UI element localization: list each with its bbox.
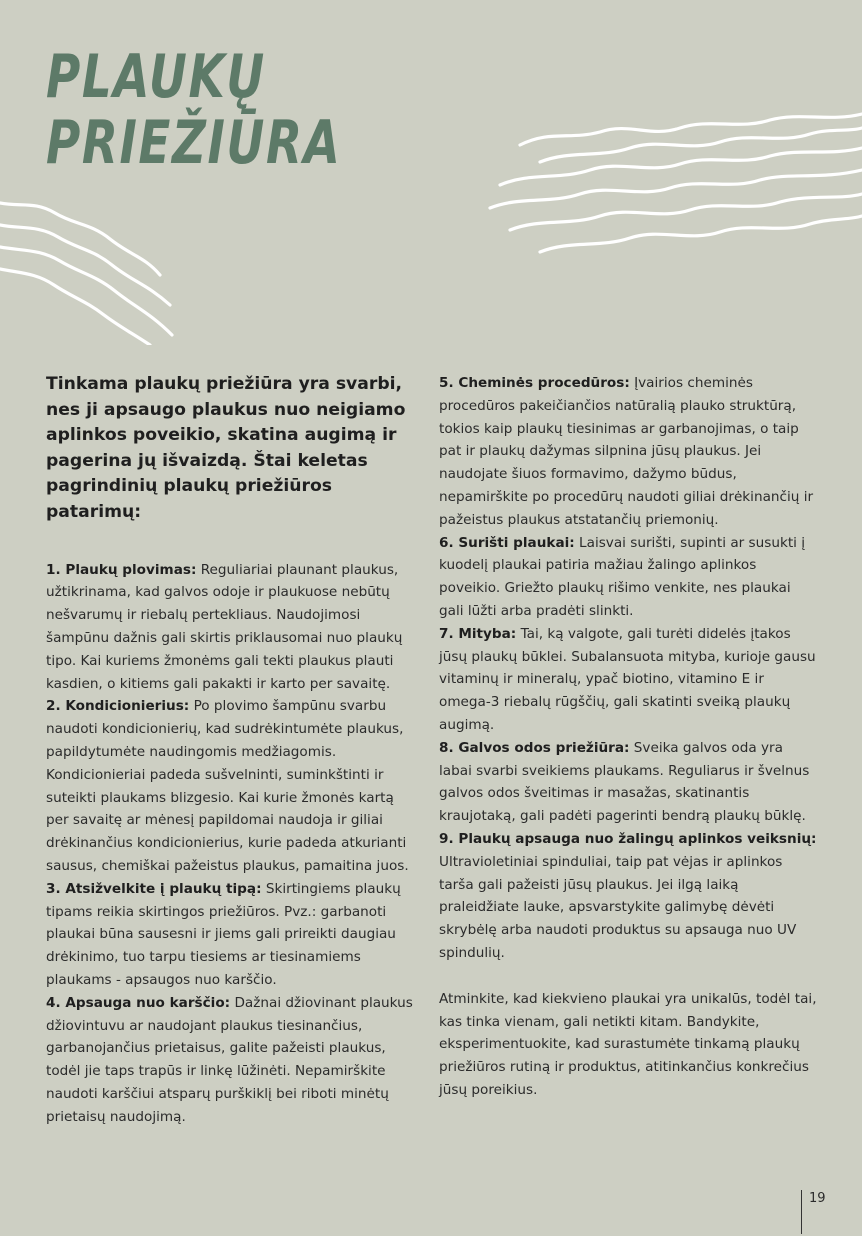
tip-2 <box>46 695 418 877</box>
tip-text: Laisvai surišti, supinti ar susukti į kuodelį plaukai patiria mažiau žalingo aplinkos poveikio. Griežto plaukų rišimo venkite, nes plaukai gali lūžti arba pradėti slinkti. <box>439 534 806 619</box>
tip-8 <box>439 737 819 828</box>
decorative-waves-right <box>480 100 862 270</box>
tip-9 <box>439 828 819 965</box>
tip-heading: 1. Plaukų plovimas: <box>46 561 197 578</box>
closing-text: Atminkite, kad kiekvieno plaukai yra unikalūs, todėl tai, kas tinka vienam, gali netikti kitam. Bandykite, eksperimentuokite, kad surastumėte tinkamą plaukų priežiūros rutiną ir produktus, atitinkančius konkrečius jūsų poreikius. <box>439 990 817 1098</box>
tip-heading: 5. Cheminės procedūros: <box>439 375 630 391</box>
tip-3 <box>46 878 418 992</box>
tip-heading: 8. Galvos odos priežiūra: <box>439 739 630 756</box>
tip-heading: 9. Plaukų apsauga nuo žalingų aplinkos veiksnių: <box>439 830 817 847</box>
tip-text: Tai, ką valgote, gali turėti didelės įtakos jūsų plaukų būklei. Subalansuota mityba, kurioje gausu vitaminų ir mineralų, ypač biotino, vitamino E ir omega-3 riebalų rūgščių, gali skatinti sveiką plaukų augimą. <box>439 625 816 733</box>
tip-1 <box>46 559 418 696</box>
page-title <box>46 44 341 176</box>
tip-5 <box>439 372 819 532</box>
left-column <box>46 372 418 1128</box>
tip-7 <box>439 623 819 737</box>
tip-6 <box>439 532 819 623</box>
tip-text: Dažnai džiovinant plaukus džiovintuvu ar naudojant plaukus tiesinančius, garbanojančius prietaisus, galite pažeisti plaukus, todėl jie taps trapūs ir linkę lūžinėti. Nepamirškite naudoti karščiui atsparų purškiklį bei riboti minėtų prietaisų naudojimą. <box>46 994 413 1125</box>
title-line-2: PRIEŽIŪRA <box>46 108 342 178</box>
tip-heading: 2. Kondicionierius: <box>46 698 190 715</box>
right-column <box>439 372 819 1102</box>
tip-text: Skirtingiems plaukų tipams reikia skirtingos priežiūros. Pvz.: garbanoti plaukai būna sausesni ir jiems gali prireikti daugiau drėkinimo, tuo tarpu tiesiems ar tiesinamiems plaukams - apsaugos nuo karščio. <box>46 880 401 988</box>
tip-heading: 7. Mityba: <box>439 625 517 642</box>
tip-text: Po plovimo šampūnu svarbu naudoti kondicionierių, kad sudrėkintumėte plaukus, papildytumėte naudingomis medžiagomis. Kondicionieriai padeda sušvelninti, suminkštinti ir suteikti plaukams blizgesio. Kai kurie žmonės kartą per savaitę ar mėnesį papildomai naudoja ir giliai drėkinančius kondicionierius, kurie padeda atkurianti sausus, chemiškai pažeistus plaukus, pamaitina juos. <box>46 698 409 874</box>
decorative-waves-left <box>0 195 180 345</box>
intro-text: Tinkama plaukų priežiūra yra svarbi, nes ji apsaugo plaukus nuo neigiamo aplinkos poveikio, skatina augimą ir pagerina jų išvaizdą. Štai keletas pagrindinių plaukų priežiūros patarimų: <box>46 374 406 522</box>
tip-text: Reguliariai plaunant plaukus, užtikrinama, kad galvos odoje ir plaukuose nebūtų nešvarumų ir riebalų pertekliaus. Naudojimosi šampūnu dažnis gali skirtis priklausomai nuo plaukų tipo. Kai kuriems žmonėms gali tekti plaukus plauti kasdien, o kitiems gali pakakti ir karto per savaitę. <box>46 561 403 692</box>
tip-text: Įvairios cheminės procedūros pakeičiančios natūralią plauko struktūrą, tokios kaip plaukų tiesinimas ar garbanojimas, o taip pat ir plaukų dažymas silpnina jūsų plaukus. Jei naudojate šiuos formavimo, dažymo būdus, nepamirškite po procedūrų naudoti giliai drėkinančių ir pažeistus plaukus atstatančių priemonių. <box>439 375 814 528</box>
tip-heading: 3. Atsižvelkite į plaukų tipą: <box>46 880 262 897</box>
page-number: 19 <box>801 1190 826 1234</box>
title-line-1: PLAUKŲ <box>46 42 266 112</box>
tip-4 <box>46 992 418 1129</box>
tip-text: Ultravioletiniai spinduliai, taip pat vėjas ir aplinkos tarša gali pažeisti jūsų plaukus. Jei ilgą laiką praleidžiate lauke, apsvarstykite galimybę dėvėti skrybėlę arba naudoti produktus su apsauga nuo UV spindulių. <box>439 853 797 961</box>
tip-heading: 4. Apsauga nuo karščio: <box>46 994 231 1011</box>
tip-heading: 6. Surišti plaukai: <box>439 534 575 551</box>
tip-text: Sveika galvos oda yra labai svarbi sveikiems plaukams. Reguliarus ir švelnus galvos odos šveitimas ir masažas, skatinantis kraujotaką, gali padėti pagerinti bendrą plaukų būklę. <box>439 739 810 825</box>
